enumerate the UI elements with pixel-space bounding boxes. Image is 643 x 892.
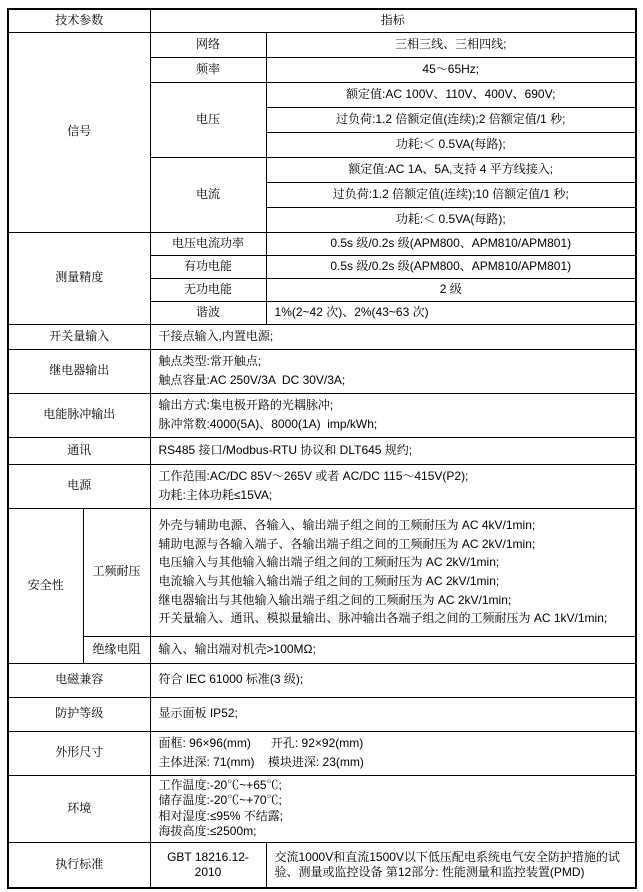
- withstand-line-4: 电流输入与其他输入输出端子组之间的工频耐压为 AC 2kV/1min;: [158, 574, 500, 588]
- relay-output-value: [150, 349, 636, 393]
- relay-line-1: 触点类型:常开触点;: [158, 354, 262, 369]
- signal-voltage-consumption: 功耗:＜ 0.5VA(每路);: [266, 132, 636, 157]
- environment-line-2: 储存温度:-20℃~+70℃;: [158, 793, 282, 808]
- signal-current-label: 电流: [150, 157, 266, 232]
- row-label-protection-grade: 防护等级: [8, 697, 150, 731]
- digital-input-value: 干接点输入,内置电源;: [150, 324, 636, 349]
- table-row: [8, 324, 636, 349]
- signal-network-value: 三相三线、三相四线;: [266, 32, 636, 57]
- withstand-line-5: 继电器输出与其他输入输出端子组之间的工频耐压为 AC 2kV/1min;: [158, 592, 512, 607]
- withstand-line-6: 开关量输入、通讯、模拟量输出、脉冲输出各端子组之间的工频耐压为 AC 1kV/1min;: [158, 611, 608, 626]
- row-label-energy-pulse-output: 电能脉冲输出: [8, 393, 150, 437]
- pulse-line-2: 脉冲常数:4000(5A)、8000(1A) imp/kWh;: [158, 417, 378, 431]
- dimensions-value: [150, 731, 636, 775]
- standard-code: GBT 18216.12-2010: [150, 842, 266, 888]
- table-row: [8, 32, 636, 57]
- row-label-environment: 环境: [8, 775, 150, 842]
- power-supply-value: [150, 464, 636, 508]
- environment-line-3: 相对湿度:≤95% 不结露;: [158, 808, 284, 823]
- communication-value: RS485 接口/Modbus-RTU 协议和 DLT645 规约;: [150, 437, 636, 464]
- table-row: [8, 464, 636, 508]
- row-label-signal: 信号: [8, 32, 150, 232]
- emc-value: 符合 IEC 61000 标准(3 级);: [150, 663, 636, 697]
- table-row: [8, 697, 636, 731]
- energy-pulse-output-value: [150, 393, 636, 437]
- table-row: [8, 663, 636, 697]
- table-row: [8, 232, 636, 255]
- withstand-line-3: 电压输入与其他输入输出端子组之间的工频耐压为 AC 2kV/1min;: [158, 555, 500, 570]
- signal-frequency-label: 频率: [150, 57, 266, 82]
- table-row: [8, 775, 636, 842]
- accuracy-active-energy-value: 0.5s 级/0.2s 级(APM800、APM810/APM801): [266, 255, 636, 278]
- safety-insulation-value: 输入、输出端对机壳>100MΩ;: [150, 636, 636, 663]
- signal-network-label: 网络: [150, 32, 266, 57]
- protection-grade-value: 显示面板 IP52;: [150, 697, 636, 731]
- signal-current-overload: 过负荷:1.2 倍额定值(连续);10 倍额定值/1 秒;: [266, 182, 636, 207]
- withstand-line-2: 辅助电源与各输入端子、各输出端子组之间的工频耐压为 AC 2kV/1min;: [158, 536, 536, 551]
- table-row: [8, 437, 636, 464]
- table-header-row: [8, 9, 636, 32]
- table-row: [8, 508, 636, 636]
- signal-current-rated: 额定值:AC 1A、5A,支持 4 平方线接入;: [266, 157, 636, 182]
- accuracy-reactive-energy-label: 无功电能: [150, 278, 266, 301]
- accuracy-power-value: 0.5s 级/0.2s 级(APM800、APM810/APM801): [266, 232, 636, 255]
- standard-description: 交流1000V和直流1500V以下低压配电系统电气安全防护措施的试验、测量或监控设备 第12部分: 性能测量和监控装置(PMD): [266, 842, 636, 888]
- signal-voltage-overload: 过负荷:1.2 倍额定值(连续);2 倍额定值/1 秒;: [266, 107, 636, 132]
- pulse-line-1: 输出方式:集电极开路的光耦脉冲;: [158, 398, 334, 413]
- row-label-dimensions: 外形尺寸: [8, 731, 150, 775]
- safety-withstand-value: [150, 508, 636, 636]
- table-row: [8, 731, 636, 775]
- header-param: 技术参数: [8, 9, 150, 32]
- accuracy-harmonics-label: 谐波: [150, 301, 266, 324]
- accuracy-active-energy-label: 有功电能: [150, 255, 266, 278]
- row-label-power-supply: 电源: [8, 464, 150, 508]
- relay-line-2: 触点容量:AC 250V/3A DC 30V/3A;: [158, 373, 346, 387]
- signal-voltage-rated: 额定值:AC 100V、110V、400V、690V;: [266, 82, 636, 107]
- row-label-accuracy: 测量精度: [8, 232, 150, 324]
- row-label-relay-output: 继电器输出: [8, 349, 150, 393]
- accuracy-harmonics-value: 1%(2~42 次)、2%(43~63 次): [266, 301, 636, 324]
- technical-spec-table: [7, 8, 637, 889]
- safety-withstand-label: 工频耐压: [83, 508, 150, 636]
- environment-line-4: 海拔高度:≤2500m;: [158, 824, 257, 839]
- signal-current-consumption: 功耗:＜ 0.5VA(每路);: [266, 207, 636, 232]
- signal-frequency-value: 45～65Hz;: [266, 57, 636, 82]
- table-row: [8, 393, 636, 437]
- table-row: [8, 349, 636, 393]
- environment-line-1: 工作温度:-20℃~+65℃;: [158, 777, 282, 792]
- table-row: [8, 842, 636, 888]
- power-line-2: 功耗:主体功耗≤15VA;: [158, 488, 273, 502]
- withstand-line-1: 外壳与辅助电源、各输入、输出端子组之间的工频耐压为 AC 4kV/1min;: [158, 518, 536, 533]
- dimensions-line-2: 主体进深: 71(mm) 模块进深: 23(mm): [158, 755, 364, 769]
- signal-voltage-label: 电压: [150, 82, 266, 157]
- dimensions-line-1: 面框: 96×96(mm) 开孔: 92×92(mm): [158, 736, 364, 751]
- table-row: [8, 636, 636, 663]
- accuracy-reactive-energy-value: 2 级: [266, 278, 636, 301]
- row-label-digital-input: 开关量输入: [8, 324, 150, 349]
- header-index: 指标: [150, 9, 636, 32]
- environment-value: [150, 775, 636, 842]
- accuracy-power-label: 电压电流功率: [150, 232, 266, 255]
- power-line-1: 工作范围:AC/DC 85V～265V 或者 AC/DC 115～415V(P2);: [158, 469, 469, 484]
- row-label-communication: 通讯: [8, 437, 150, 464]
- safety-insulation-label: 绝缘电阻: [83, 636, 150, 663]
- row-label-emc: 电磁兼容: [8, 663, 150, 697]
- row-label-standard: 执行标准: [8, 842, 150, 888]
- row-label-safety: 安全性: [8, 508, 83, 663]
